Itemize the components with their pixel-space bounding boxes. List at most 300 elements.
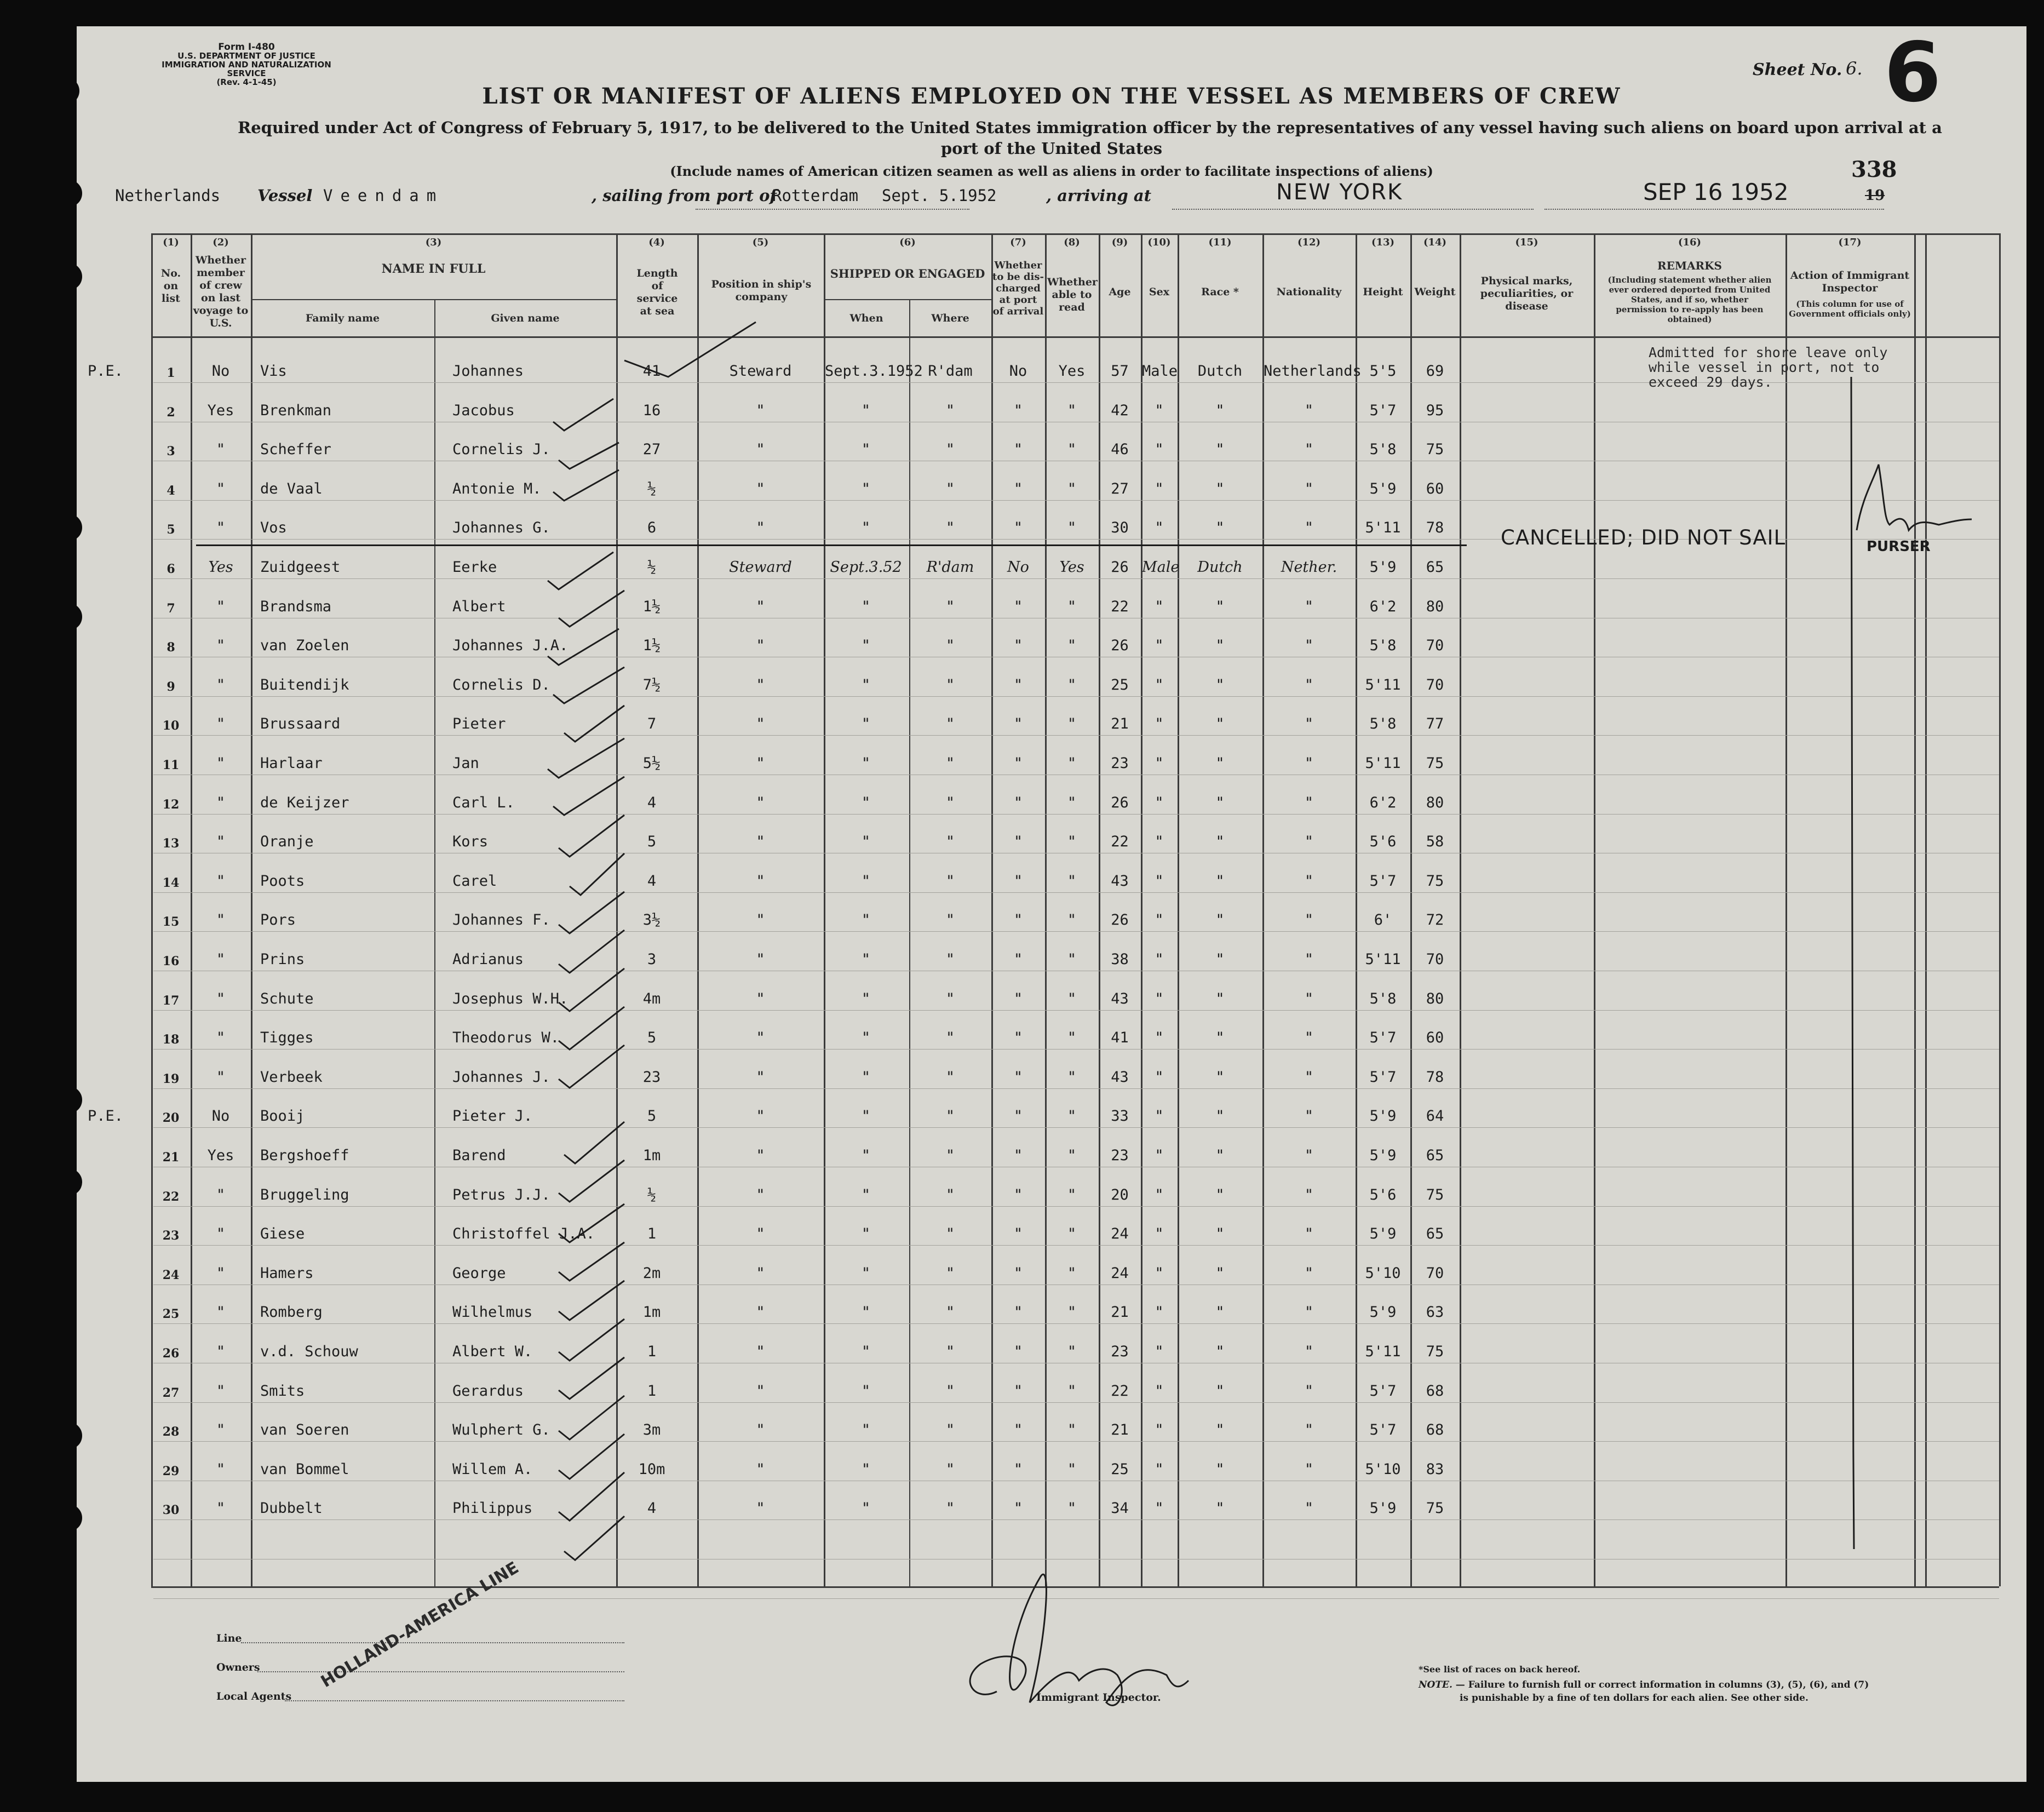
row-discharged: " xyxy=(1013,833,1023,850)
row-height: 5'8 xyxy=(1369,715,1397,732)
row-where: " xyxy=(945,402,955,419)
row-race: " xyxy=(1215,990,1225,1007)
row-weight: 68 xyxy=(1426,1421,1444,1438)
row-length: 3 xyxy=(647,951,657,968)
row-number: 8 xyxy=(166,640,175,655)
row-length: 10m xyxy=(638,1461,665,1478)
row-where: " xyxy=(945,1069,955,1086)
row-when: Sept.3.52 xyxy=(830,559,902,576)
row-weight: 77 xyxy=(1426,715,1444,732)
row-length: 5 xyxy=(647,1029,657,1046)
col-header-length: Length of service at sea xyxy=(636,267,678,317)
row-nationality: " xyxy=(1304,480,1314,497)
cancelled-stamp: CANCELLED; DID NOT SAIL xyxy=(1501,526,1786,549)
row-pe-mark: P.E. xyxy=(88,1108,124,1125)
col-header-position: Position in ship's company xyxy=(711,278,812,303)
row-number: 27 xyxy=(162,1386,180,1400)
row-member: " xyxy=(216,1186,226,1203)
row-when: " xyxy=(861,1265,871,1282)
row-given-name: Wilhelmus xyxy=(452,1304,533,1321)
col-number: (16) xyxy=(1678,237,1702,248)
row-sex: " xyxy=(1155,715,1164,732)
col-header-age: Age xyxy=(1109,286,1131,298)
row-family-name: Booij xyxy=(260,1108,305,1125)
row-nationality: " xyxy=(1304,1225,1314,1242)
sheet-number-written: 6. xyxy=(1846,58,1863,79)
row-age: 21 xyxy=(1111,1304,1129,1321)
row-nationality: " xyxy=(1304,715,1314,732)
row-member: " xyxy=(216,598,226,615)
row-sex: " xyxy=(1155,1069,1164,1086)
row-age: 25 xyxy=(1111,676,1129,693)
row-where: " xyxy=(945,1304,955,1321)
row-position: " xyxy=(756,637,765,654)
row-when: " xyxy=(861,990,871,1007)
row-position: " xyxy=(756,1225,765,1242)
row-given-name: Adrianus xyxy=(452,951,524,968)
row-length: 1m xyxy=(642,1304,661,1321)
row-length: 1½ xyxy=(642,598,661,615)
row-weight: 60 xyxy=(1426,480,1444,497)
row-sex: " xyxy=(1155,598,1164,615)
row-family-name: Hamers xyxy=(260,1265,314,1282)
row-number: 13 xyxy=(162,836,180,851)
row-nationality: " xyxy=(1304,676,1314,693)
row-when: " xyxy=(861,911,871,928)
row-family-name: Brussaard xyxy=(260,715,341,732)
row-read: " xyxy=(1067,873,1077,890)
row-discharged: " xyxy=(1013,402,1023,419)
col-number: (2) xyxy=(213,237,229,248)
row-member: " xyxy=(216,715,226,732)
row-age: 46 xyxy=(1111,441,1129,458)
row-when: " xyxy=(861,1186,871,1203)
row-member: " xyxy=(216,990,226,1007)
row-discharged: " xyxy=(1013,637,1023,654)
row-position: " xyxy=(756,794,765,811)
row-age: 24 xyxy=(1111,1265,1129,1282)
col-number: (1) xyxy=(163,237,179,248)
row-where: R'dam xyxy=(928,363,973,380)
row-nationality: " xyxy=(1304,951,1314,968)
row-read: " xyxy=(1067,1147,1077,1164)
row-position: " xyxy=(756,1383,765,1400)
row-where: " xyxy=(945,1343,955,1360)
row-given-name: Johannes J.A. xyxy=(452,637,569,654)
row-length: 1m xyxy=(642,1147,661,1164)
row-member: " xyxy=(216,951,226,968)
row-weight: 65 xyxy=(1426,559,1444,576)
row-number: 15 xyxy=(162,915,180,929)
row-member: " xyxy=(216,1304,226,1321)
row-length: ½ xyxy=(647,1186,657,1203)
row-weight: 58 xyxy=(1426,833,1444,850)
row-race: " xyxy=(1215,911,1225,928)
row-age: 21 xyxy=(1111,715,1129,732)
row-race: " xyxy=(1215,1029,1225,1046)
row-nationality: " xyxy=(1304,1500,1314,1517)
sailing-label: , sailing from port of xyxy=(592,186,777,205)
row-member: Yes xyxy=(208,559,233,576)
row-position: " xyxy=(756,951,765,968)
row-read: " xyxy=(1067,755,1077,772)
row-height: 6' xyxy=(1374,911,1392,928)
row-when: " xyxy=(861,1500,871,1517)
sheet-big-number: 6 xyxy=(1884,26,1942,121)
row-position: " xyxy=(756,598,765,615)
row-family-name: de Keijzer xyxy=(260,794,349,811)
row-number: 3 xyxy=(166,444,175,458)
row-age: 34 xyxy=(1111,1500,1129,1517)
row-number: 6 xyxy=(166,562,175,576)
row-height: 5'8 xyxy=(1369,637,1397,654)
row-nationality: " xyxy=(1304,402,1314,419)
row-length: 3½ xyxy=(642,911,661,928)
row-age: 42 xyxy=(1111,402,1129,419)
arrival-date: SEP 16 1952 xyxy=(1643,179,1789,205)
row-number: 22 xyxy=(162,1190,180,1204)
row-when: " xyxy=(861,1461,871,1478)
col-header-name: NAME IN FULL xyxy=(381,262,486,276)
row-nationality: " xyxy=(1304,755,1314,772)
row-age: 26 xyxy=(1111,637,1129,654)
row-read: " xyxy=(1067,1069,1077,1086)
row-height: 5'9 xyxy=(1369,1500,1397,1517)
row-race: " xyxy=(1215,1304,1225,1321)
page-title: LIST OR MANIFEST OF ALIENS EMPLOYED ON THE VESSEL AS MEMBERS OF CREW xyxy=(482,83,1621,109)
row-position: " xyxy=(756,755,765,772)
col-number: (3) xyxy=(425,237,442,248)
note-text-2: is punishable by a fine of ten dollars for each alien. See other side. xyxy=(1460,1693,1808,1704)
row-given-name: Christoffel J.A. xyxy=(452,1225,595,1242)
row-when: " xyxy=(861,1147,871,1164)
col-header-weight: Weight xyxy=(1414,286,1456,298)
row-member: Yes xyxy=(207,402,234,419)
row-height: 5'9 xyxy=(1369,1225,1397,1242)
col-number: (9) xyxy=(1111,237,1128,248)
col-number: (14) xyxy=(1423,237,1447,248)
row-height: 5'7 xyxy=(1369,1069,1397,1086)
row-discharged: " xyxy=(1013,911,1023,928)
row-nationality: " xyxy=(1304,1265,1314,1282)
row-position: " xyxy=(756,1069,765,1086)
row-where: " xyxy=(945,480,955,497)
row-height: 5'11 xyxy=(1365,755,1401,772)
row-position: Steward xyxy=(729,559,792,576)
row-weight: 63 xyxy=(1426,1304,1444,1321)
row-length: 27 xyxy=(642,441,661,458)
row-discharged: " xyxy=(1013,1147,1023,1164)
row-height: 5'8 xyxy=(1369,990,1397,1007)
row-position: " xyxy=(756,1108,765,1125)
remarks-line: exceed 29 days. xyxy=(1649,374,1772,390)
row-height: 5'6 xyxy=(1369,833,1397,850)
row-discharged: " xyxy=(1013,480,1023,497)
row-age: 23 xyxy=(1111,755,1129,772)
row-age: 25 xyxy=(1111,1461,1129,1478)
row-discharged: " xyxy=(1013,755,1023,772)
row-length: 2m xyxy=(642,1265,661,1282)
row-length: 6 xyxy=(647,519,657,536)
row-discharged: " xyxy=(1013,441,1023,458)
row-read: " xyxy=(1067,1343,1077,1360)
row-where: " xyxy=(945,951,955,968)
row-weight: 64 xyxy=(1426,1108,1444,1125)
purser-initials xyxy=(1857,465,1972,530)
row-height: 5'10 xyxy=(1365,1461,1401,1478)
row-when: " xyxy=(861,676,871,693)
row-given-name: Jan xyxy=(452,755,479,772)
row-sex: " xyxy=(1155,1225,1164,1242)
row-sex: " xyxy=(1155,911,1164,928)
row-read: " xyxy=(1067,1225,1077,1242)
row-member: " xyxy=(216,1461,226,1478)
row-position: Steward xyxy=(729,363,792,380)
col-header-sex: Sex xyxy=(1149,286,1170,298)
col-header-remarks-note: (Including statement whether alien ever ordered deported from United States, and if so, whether permission to re-apply has been obtained) xyxy=(1607,275,1772,324)
row-family-name: van Bommel xyxy=(260,1461,349,1478)
row-discharged: " xyxy=(1013,1383,1023,1400)
row-race: " xyxy=(1215,715,1225,732)
row-sex: " xyxy=(1155,794,1164,811)
sheet-label: Sheet No. xyxy=(1753,60,1842,79)
row-sex: " xyxy=(1155,1343,1164,1360)
row-number: 11 xyxy=(162,758,180,772)
row-given-name: Kors xyxy=(452,833,489,850)
row-number: 25 xyxy=(162,1307,180,1321)
row-discharged: " xyxy=(1013,1343,1023,1360)
row-discharged: " xyxy=(1013,1461,1023,1478)
row-number: 9 xyxy=(166,680,175,694)
row-age: 23 xyxy=(1111,1343,1129,1360)
row-nationality: " xyxy=(1304,1343,1314,1360)
row-read: " xyxy=(1067,519,1077,536)
row-nationality: " xyxy=(1304,794,1314,811)
row-given-name: Carl L. xyxy=(452,794,515,811)
row-read: " xyxy=(1067,441,1077,458)
col-number: (11) xyxy=(1208,237,1232,248)
row-nationality: Nether. xyxy=(1281,559,1337,576)
row-height: 5'7 xyxy=(1369,1029,1397,1046)
row-when: " xyxy=(861,873,871,890)
row-position: " xyxy=(756,1343,765,1360)
row-age: 27 xyxy=(1111,480,1129,497)
row-weight: 60 xyxy=(1426,1029,1444,1046)
note-label: NOTE. xyxy=(1419,1679,1452,1690)
row-when: " xyxy=(861,715,871,732)
row-where: " xyxy=(945,519,955,536)
row-read: " xyxy=(1067,676,1077,693)
row-given-name: Philippus xyxy=(452,1500,533,1517)
inspector-label: Immigrant Inspector. xyxy=(1036,1691,1161,1704)
row-read: " xyxy=(1067,402,1077,419)
row-position: " xyxy=(756,1147,765,1164)
row-discharged: " xyxy=(1013,794,1023,811)
row-sex: " xyxy=(1155,1461,1164,1478)
row-member: " xyxy=(216,1265,226,1282)
row-sex: " xyxy=(1155,480,1164,497)
col-header-discharged: Whether to be dis- charged at port of arrival xyxy=(992,260,1044,317)
row-height: 5'10 xyxy=(1365,1265,1401,1282)
row-sex: " xyxy=(1155,1304,1164,1321)
row-discharged: " xyxy=(1013,873,1023,890)
row-discharged: " xyxy=(1013,1421,1023,1438)
row-given-name: Johannes J. xyxy=(452,1069,550,1086)
row-given-name: Wulphert G. xyxy=(452,1421,550,1438)
row-when: " xyxy=(861,1069,871,1086)
row-number: 23 xyxy=(162,1229,180,1243)
row-member: " xyxy=(216,1383,226,1400)
row-race: " xyxy=(1215,1186,1225,1203)
port-from: Rotterdam xyxy=(772,186,859,205)
col-header-remarks: REMARKS xyxy=(1657,259,1722,272)
row-read: " xyxy=(1067,990,1077,1007)
row-race: " xyxy=(1215,873,1225,890)
row-member: " xyxy=(216,519,226,536)
col-number: (5) xyxy=(752,237,769,248)
arriving-label: , arriving at xyxy=(1046,186,1152,205)
row-when: " xyxy=(861,1108,871,1125)
row-nationality: " xyxy=(1304,519,1314,536)
row-height: 5'9 xyxy=(1369,480,1397,497)
row-sex: " xyxy=(1155,1265,1164,1282)
row-member: " xyxy=(216,1500,226,1517)
row-age: 26 xyxy=(1111,794,1129,811)
row-family-name: Oranje xyxy=(260,833,314,850)
row-sex: " xyxy=(1155,755,1164,772)
row-when: " xyxy=(861,637,871,654)
row-where: " xyxy=(945,1461,955,1478)
row-race: " xyxy=(1215,1343,1225,1360)
row-discharged: No xyxy=(1009,363,1027,380)
row-when: " xyxy=(861,402,871,419)
row-weight: 69 xyxy=(1426,363,1444,380)
row-sex: " xyxy=(1155,519,1164,536)
row-race: " xyxy=(1215,480,1225,497)
row-number: 5 xyxy=(166,523,175,537)
row-race: " xyxy=(1215,676,1225,693)
row-read: " xyxy=(1067,1461,1077,1478)
row-family-name: Harlaar xyxy=(260,755,323,772)
col-header-when: When xyxy=(849,312,883,324)
row-race: " xyxy=(1215,402,1225,419)
row-weight: 78 xyxy=(1426,519,1444,536)
footer-line-label: Line xyxy=(216,1632,242,1644)
row-sex: " xyxy=(1155,402,1164,419)
row-given-name: Albert W. xyxy=(452,1343,533,1360)
row-family-name: Brenkman xyxy=(260,402,332,419)
row-race: " xyxy=(1215,1500,1225,1517)
row-race: " xyxy=(1215,1265,1225,1282)
col-number: (15) xyxy=(1515,237,1538,248)
row-when: " xyxy=(861,1421,871,1438)
row-member: " xyxy=(216,1421,226,1438)
row-given-name: Johannes G. xyxy=(452,519,550,536)
row-height: 5'9 xyxy=(1369,559,1397,576)
col-number: (7) xyxy=(1010,237,1026,248)
row-read: Yes xyxy=(1058,363,1086,380)
row-read: " xyxy=(1067,833,1077,850)
row-position: " xyxy=(756,990,765,1007)
row-number: 30 xyxy=(162,1503,180,1517)
row-where: " xyxy=(945,441,955,458)
row-position: " xyxy=(756,715,765,732)
row-number: 20 xyxy=(162,1111,180,1125)
row-height: 6'2 xyxy=(1369,598,1397,615)
row-race: " xyxy=(1215,1461,1225,1478)
row-nationality: " xyxy=(1304,911,1314,928)
row-weight: 65 xyxy=(1426,1147,1444,1164)
race-note: *See list of races on back hereof. xyxy=(1419,1664,1581,1675)
row-number: 10 xyxy=(162,719,180,733)
row-age: 22 xyxy=(1111,1383,1129,1400)
row-family-name: Romberg xyxy=(260,1304,323,1321)
row-length: 1 xyxy=(647,1225,657,1242)
row-age: 24 xyxy=(1111,1225,1129,1242)
row-race: " xyxy=(1215,637,1225,654)
row-given-name: Gerardus xyxy=(452,1383,524,1400)
row-sex: " xyxy=(1155,676,1164,693)
row-where: " xyxy=(945,794,955,811)
row-read: " xyxy=(1067,1500,1077,1517)
row-when: " xyxy=(861,1029,871,1046)
row-length: 5 xyxy=(647,1108,657,1125)
subtitle-line1: Required under Act of Congress of February 5, 1917, to be delivered to the United States immigration officer by the representatives of any vessel having such aliens on board upon arrival at a xyxy=(238,118,1942,137)
row-age: 43 xyxy=(1111,873,1129,890)
row-sex: " xyxy=(1155,990,1164,1007)
row-read: Yes xyxy=(1059,559,1084,576)
port-to: NEW YORK xyxy=(1276,180,1403,205)
row-length: 5 xyxy=(647,833,657,850)
col-number: (4) xyxy=(648,237,665,248)
row-height: 5'9 xyxy=(1369,1304,1397,1321)
row-read: " xyxy=(1067,598,1077,615)
row-family-name: Bergshoeff xyxy=(260,1147,349,1164)
row-where: " xyxy=(945,833,955,850)
row-nationality: " xyxy=(1304,833,1314,850)
row-race: " xyxy=(1215,1421,1225,1438)
row-member: Yes xyxy=(207,1147,234,1164)
row-number: 7 xyxy=(166,601,175,616)
row-weight: 75 xyxy=(1426,1343,1444,1360)
row-position: " xyxy=(756,676,765,693)
row-given-name: Cornelis D. xyxy=(452,676,550,693)
row-member: " xyxy=(216,1029,226,1046)
row-read: " xyxy=(1067,715,1077,732)
row-given-name: Theodorus W. xyxy=(452,1029,560,1046)
footer-note xyxy=(1419,1679,1869,1690)
row-read: " xyxy=(1067,1186,1077,1203)
row-position: " xyxy=(756,1421,765,1438)
row-when: Sept.3.1952 xyxy=(825,363,923,380)
row-length: 1½ xyxy=(642,637,661,654)
row-discharged: " xyxy=(1013,951,1023,968)
col-number: (12) xyxy=(1297,237,1321,248)
row-length: 7½ xyxy=(642,676,661,693)
row-number: 21 xyxy=(162,1150,180,1165)
row-length: 4 xyxy=(647,873,657,890)
row-where: " xyxy=(945,1147,955,1164)
row-when: " xyxy=(861,1304,871,1321)
col-header-height: Height xyxy=(1363,286,1403,298)
row-weight: 75 xyxy=(1426,755,1444,772)
row-sex: " xyxy=(1155,1029,1164,1046)
subtitle-line2: port of the United States xyxy=(940,139,1163,158)
row-family-name: Tigges xyxy=(260,1029,314,1046)
row-family-name: Buitendijk xyxy=(260,676,349,693)
row-discharged: No xyxy=(1007,559,1029,576)
row-position: " xyxy=(756,911,765,928)
